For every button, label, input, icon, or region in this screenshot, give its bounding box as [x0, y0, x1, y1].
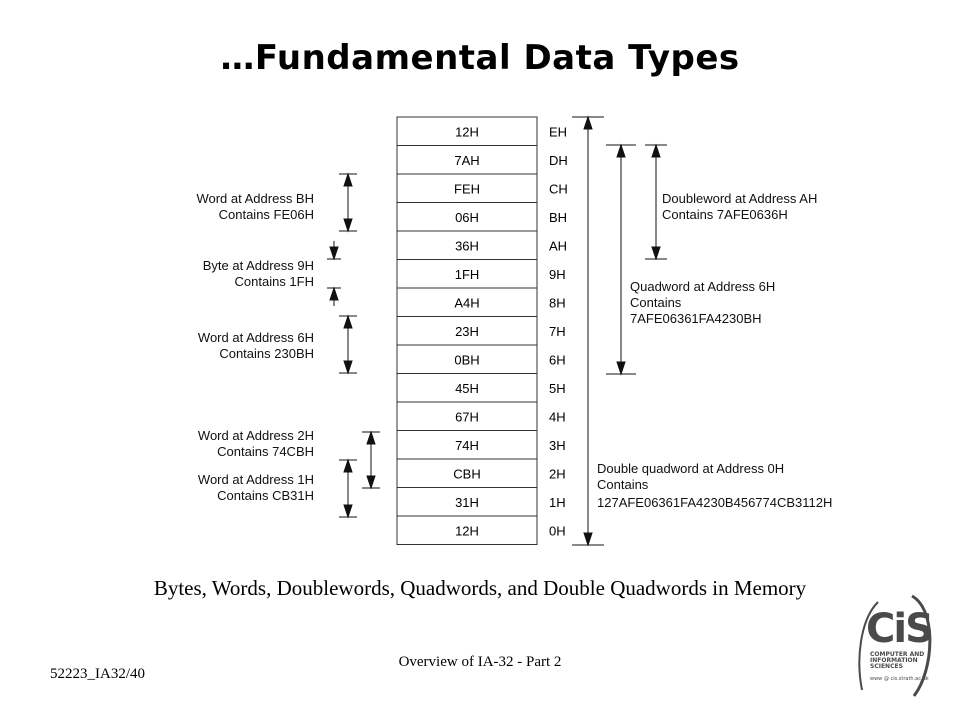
address-label: 2H	[549, 466, 566, 482]
address-label: CH	[549, 181, 568, 197]
annotation-byte-9h	[203, 258, 314, 289]
annotation-word-bh-line1: Word at Address BH	[196, 191, 314, 206]
address-label: BH	[549, 209, 568, 225]
byte-9h-arrow-head-up	[330, 288, 338, 300]
annotation-dqword-0h-line2: Contains	[597, 477, 649, 492]
qword-6h-arrow-head-up	[617, 145, 625, 157]
memory-value: 12H	[455, 523, 479, 539]
logo-subtitle: COMPUTER AND INFORMATION SCIENCES	[870, 651, 925, 670]
logo-text: CiS	[866, 606, 932, 652]
annotation-qword-6h-line3: 7AFE06361FA4230BH	[630, 311, 762, 326]
annotation-dqword-0h-line1: Double quadword at Address 0H	[597, 461, 785, 476]
dword-ah-arrow-head-down	[652, 247, 660, 259]
address-label: 1H	[549, 494, 566, 510]
annotation-word-1h-line2: Contains CB31H	[217, 488, 314, 503]
annotation-word-2h	[198, 428, 314, 459]
address-label: AH	[549, 238, 568, 254]
memory-value: 74H	[455, 437, 479, 453]
word-bh-arrow-head-down	[344, 219, 352, 231]
annotation-qword-6h-line2: Contains	[630, 295, 682, 310]
annotation-word-2h-line1: Word at Address 2H	[197, 428, 314, 443]
annotation-dqword-0h-line3: 127AFE06361FA4230B456774CB3112H	[597, 495, 833, 510]
word-bh-arrow-head-up	[344, 174, 352, 186]
memory-value: 1FH	[454, 266, 480, 282]
annotation-quadword-6h	[630, 279, 775, 326]
annotation-byte-9h-line1: Byte at Address 9H	[202, 258, 314, 273]
figure-caption: Bytes, Words, Doublewords, Quadwords, and Double Quadwords in Memory	[153, 576, 807, 600]
annotation-doubleword-ah	[662, 191, 817, 222]
word-6h-arrow-head-down	[344, 361, 352, 373]
memory-value: 67H	[455, 409, 479, 425]
dqword-0h-arrow-head-up	[584, 117, 592, 129]
slide-number: 52223_IA32/40	[50, 666, 145, 682]
word-1h-arrow-head-down	[344, 505, 352, 517]
annotation-word-1h-line1: Word at Address 1H	[197, 472, 314, 487]
logo-url: www @ cis.strath.ac.uk	[870, 676, 929, 682]
memory-value: CBH	[453, 466, 481, 482]
memory-value: FEH	[454, 181, 480, 197]
word-2h-arrow-head-up	[367, 432, 375, 444]
word-6h-arrow-head-up	[344, 316, 352, 328]
annotation-qword-6h-line1: Quadword at Address 6H	[630, 279, 776, 294]
annotation-word-6h	[198, 330, 314, 361]
annotation-word-6h-line2: Contains 230BH	[219, 346, 314, 361]
memory-value: A4H	[454, 295, 480, 311]
memory-value: 45H	[455, 380, 479, 396]
address-label: 7H	[549, 323, 566, 339]
memory-table	[397, 117, 568, 545]
address-label: DH	[549, 152, 568, 168]
address-label: 0H	[549, 523, 566, 539]
annotation-double-quadword-0h	[597, 461, 832, 510]
memory-value: 31H	[455, 494, 479, 510]
address-label: 6H	[549, 352, 566, 368]
annotation-word-bh	[196, 191, 314, 222]
footer-title: Overview of IA-32 - Part 2	[398, 654, 562, 670]
word-2h-arrow-head-down	[367, 476, 375, 488]
annotation-word-bh-line2: Contains FE06H	[218, 207, 314, 222]
qword-6h-arrow-head-down	[617, 362, 625, 374]
annotation-word-1h	[198, 472, 314, 503]
annotation-byte-9h-line2: Contains 1FH	[234, 274, 314, 289]
memory-value: 23H	[455, 323, 479, 339]
memory-value: 7AH	[454, 152, 480, 168]
annotation-word-2h-line2: Contains 74CBH	[217, 444, 314, 459]
dqword-0h-arrow-head-down	[584, 533, 592, 545]
annotation-dword-ah-line1: Doubleword at Address AH	[662, 191, 818, 206]
memory-value: 06H	[455, 209, 479, 225]
annotation-dword-ah-line2: Contains 7AFE0636H	[662, 207, 788, 222]
memory-value: 12H	[455, 124, 479, 140]
word-1h-arrow-head-up	[344, 460, 352, 472]
address-label: 8H	[549, 295, 566, 311]
byte-9h-arrow-head-down	[330, 247, 338, 259]
cis-logo	[852, 590, 934, 706]
memory-value: 0BH	[454, 352, 480, 368]
address-label: 4H	[549, 409, 566, 425]
address-label: 3H	[549, 437, 566, 453]
address-label: 5H	[549, 380, 566, 396]
address-label: EH	[549, 124, 568, 140]
slide-title: …Fundamental Data Types	[220, 38, 740, 78]
annotation-word-6h-line1: Word at Address 6H	[197, 330, 314, 345]
dword-ah-arrow-head-up	[652, 145, 660, 157]
memory-value: 36H	[455, 238, 479, 254]
address-label: 9H	[549, 266, 566, 282]
